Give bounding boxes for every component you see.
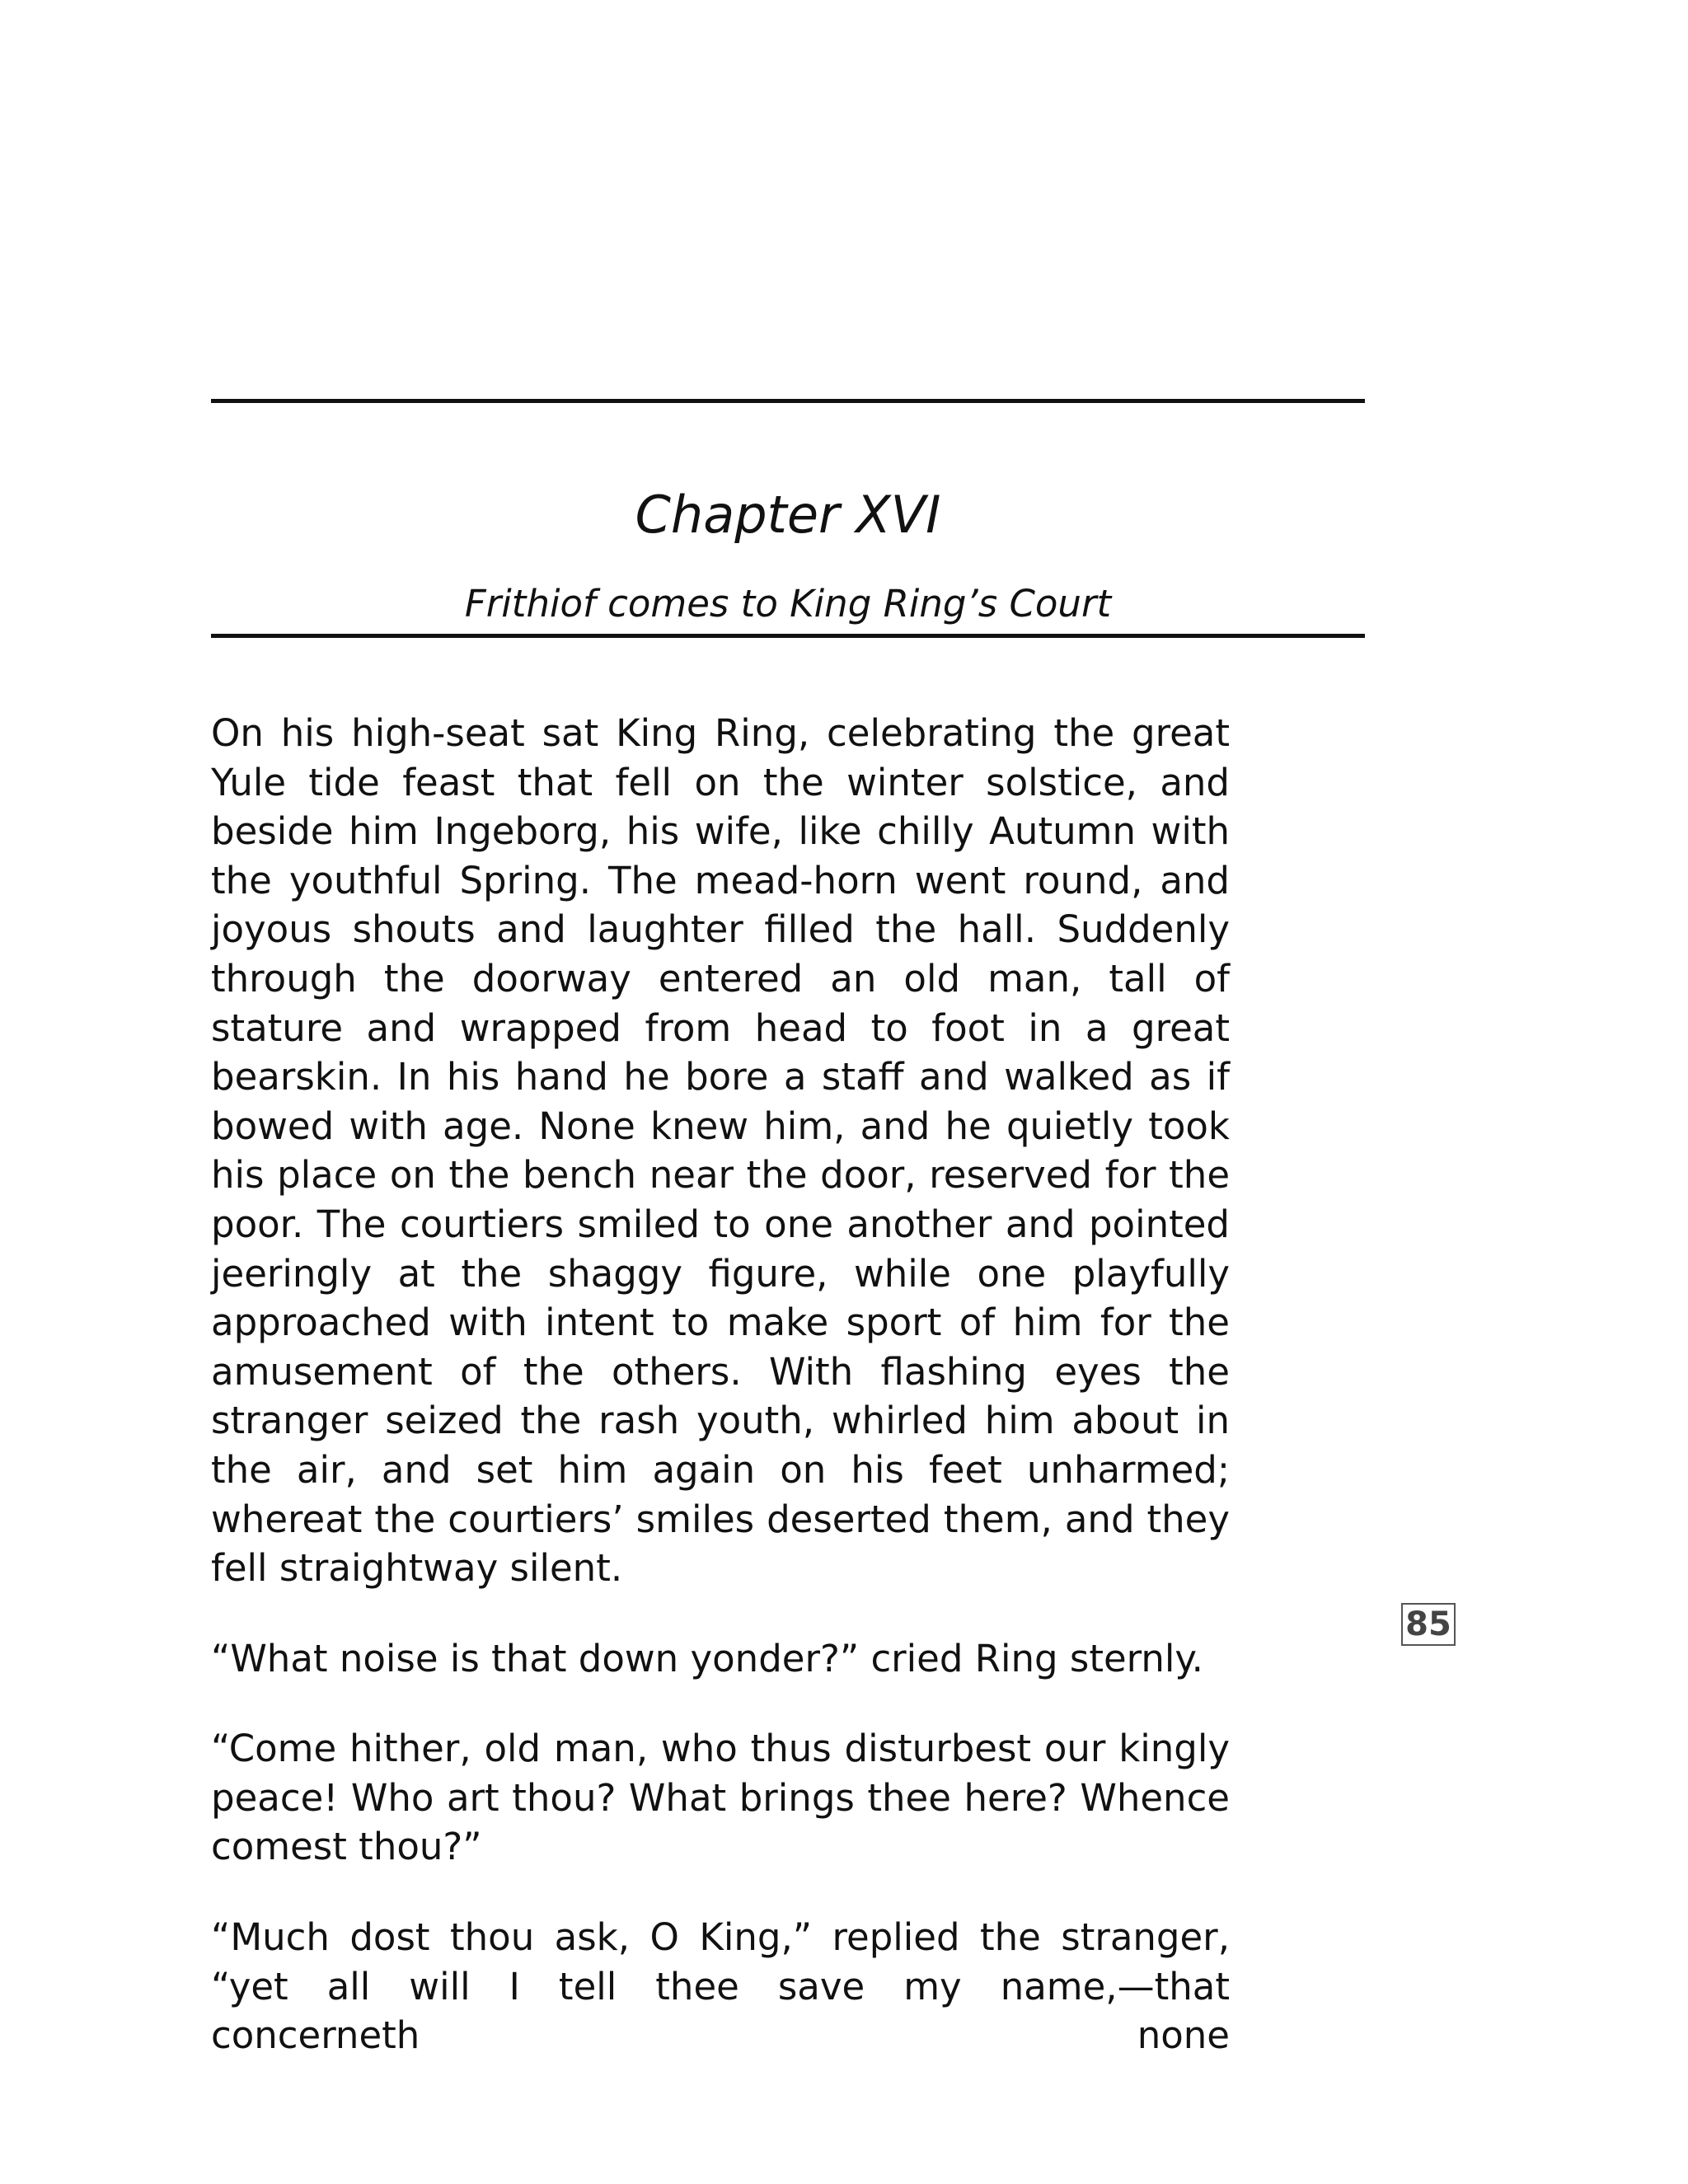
paragraph-2: “What noise is that down yonder?” cried Ring sternly. xyxy=(211,1636,1203,1680)
bottom-rule xyxy=(211,634,1365,638)
page-number: 85 xyxy=(1401,1603,1456,1646)
chapter-title: Chapter XVI xyxy=(635,485,941,545)
paragraph-3: “Come hither, old man, who thus disturbest our kingly peace! Who art thou? What brings thee here? Whence comest thou?” xyxy=(211,1727,1230,1869)
paragraph-4: “Much dost thou ask, O King,” replied the stranger, “yet all will I tell thee save my name,—that concerneth none xyxy=(211,1915,1230,2058)
chapter-subtitle: Frithiof comes to King Ring’s Court xyxy=(464,582,1112,626)
body-text xyxy=(211,709,1230,2102)
top-rule xyxy=(211,399,1365,403)
paragraph-1: On his high-seat sat King Ring, celebrating the great Yule tide feast that fell on the winter solstice, and beside him Ingeborg, his wife, like chilly Autumn with the youthful Spring. The mead-horn went round, and joyous shouts and laughter filled the hall. Suddenly through the doorway entered an old man, tall of stature and wrapped from head to foot in a great bearskin. In his hand he bore a staff and walked as if bowed with age. None knew him, and he quietly took his place on the bench near the door, reserved for the poor. The courtiers smiled to one another and pointed jeeringly at the shaggy figure, while one playfully approached with intent to make sport of him for the amusement of the others. With flashing eyes the stranger seized the rash youth, whirled him about in the air, and set him again on his feet unharmed; whereat the courtiers’ smiles deserted them, and they fell straightway silent. xyxy=(211,711,1230,1591)
